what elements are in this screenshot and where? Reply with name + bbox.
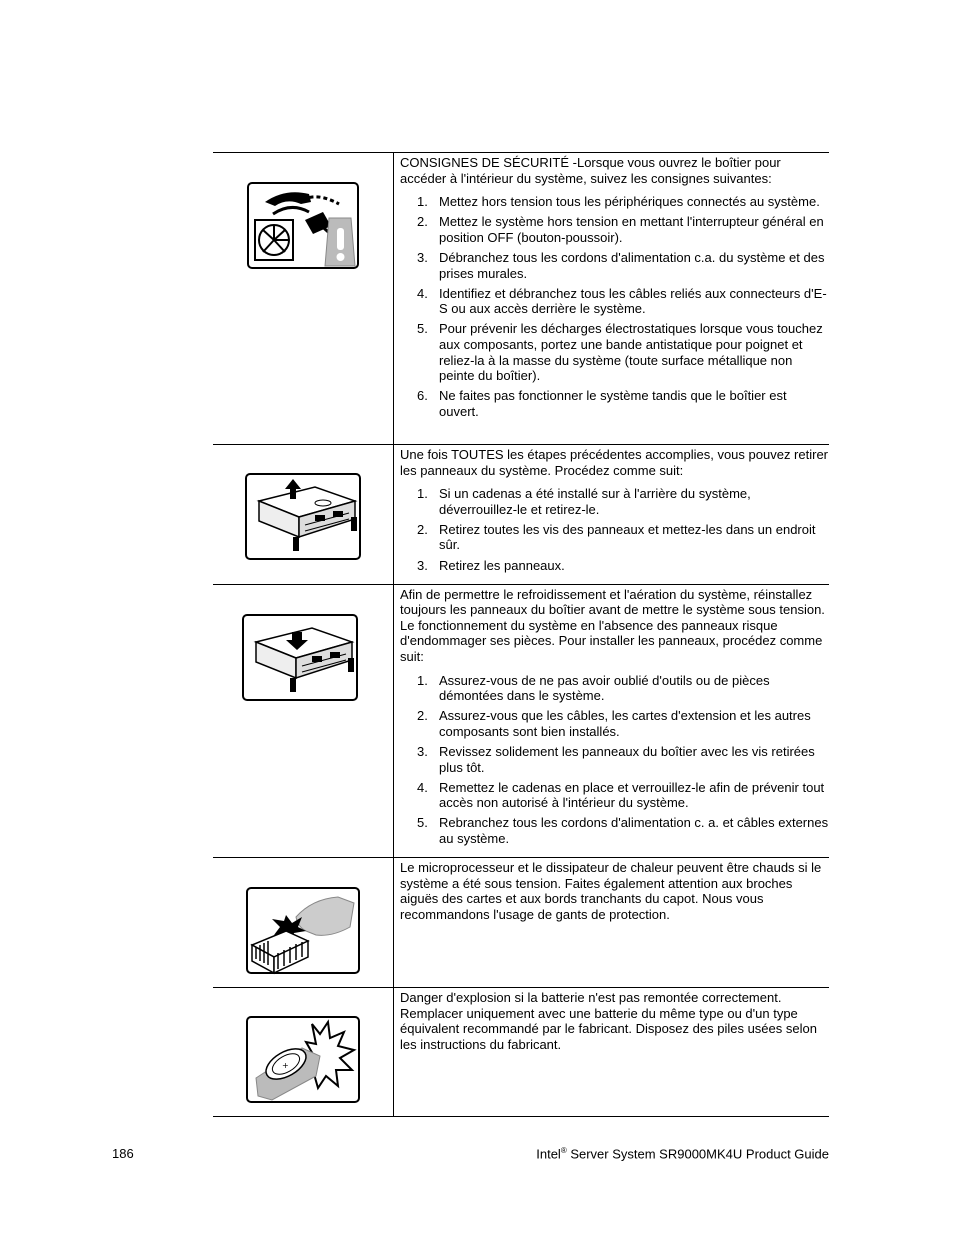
svg-text:+: + xyxy=(282,1061,289,1071)
step-text: Retirez toutes les vis des panneaux et mettez-les dans un endroit sûr. xyxy=(439,521,816,553)
step-text: Rebranchez tous les cordons d'alimentation c. a. et câbles externes au système. xyxy=(439,815,829,846)
list-item xyxy=(400,321,829,383)
list-item xyxy=(400,673,829,704)
step-text: Revissez solidement les panneaux du boîtier avec les vis retirées plus tôt. xyxy=(439,744,815,775)
list-item xyxy=(400,486,829,517)
list-item xyxy=(400,214,829,245)
step-text: Remettez le cadenas en place et verrouillez-le afin de prévenir tout accès non autorisé à l'intérieur du système. xyxy=(439,779,825,811)
step-text: Identifiez et débranchez tous les câbles reliés aux connecteurs d'E-S ou aux accès derrière le système. xyxy=(439,285,827,317)
icon-cell xyxy=(213,988,394,1117)
icon-cell xyxy=(213,858,394,988)
instruction-cell xyxy=(394,858,830,988)
unplug-power-warning-icon xyxy=(247,182,359,270)
icon-cell xyxy=(213,153,394,445)
step-number: 1. xyxy=(417,194,428,210)
row-lead-text: Une fois TOUTES les étapes précédentes accomplies, vous pouvez retirer les panneaux du système. Procédez comme suit: xyxy=(400,447,829,478)
list-item xyxy=(400,194,829,210)
step-text: Mettez hors tension tous les périphériques connectés au système. xyxy=(439,194,820,210)
guide-title-prefix: Intel xyxy=(536,1146,561,1162)
page-number: 186 xyxy=(112,1146,134,1161)
list-item xyxy=(400,780,829,811)
list-item xyxy=(400,250,829,281)
list-item xyxy=(400,522,829,553)
list-item xyxy=(400,708,829,739)
table-row xyxy=(213,584,829,857)
step-text: Ne faites pas fonctionner le système tandis que le boîtier est ouvert. xyxy=(439,388,787,419)
step-number: 4. xyxy=(417,779,428,795)
step-text: Assurez-vous de ne pas avoir oublié d'outils ou de pièces démontées dans le système. xyxy=(439,672,770,704)
guide-title-rest: Server System SR9000MK4U Product Guide xyxy=(566,1146,829,1162)
step-number: 3. xyxy=(417,249,428,265)
list-item xyxy=(400,388,829,419)
step-number: 3. xyxy=(417,557,428,573)
step-number: 5. xyxy=(417,815,428,831)
safety-instructions-table xyxy=(213,152,829,1117)
step-number: 1. xyxy=(417,672,428,688)
remove-cover-icon xyxy=(245,473,361,561)
table-row xyxy=(213,445,829,585)
steps-list xyxy=(400,486,829,573)
step-number: 2. xyxy=(417,708,428,724)
table-row xyxy=(213,153,829,445)
step-number: 6. xyxy=(417,388,428,404)
registered-mark: ® xyxy=(560,1146,567,1155)
instruction-cell xyxy=(394,153,830,445)
step-text: Mettez le système hors tension en mettant l'interrupteur général en position OFF (bouton-poussoir). xyxy=(439,214,824,245)
table-row xyxy=(213,988,829,1117)
icon-cell xyxy=(213,445,394,585)
step-text: Si un cadenas a été installé sur à l'arrière du système, déverrouillez-le et retirez-le. xyxy=(439,486,751,517)
row-lead-text: Danger d'explosion si la batterie n'est pas remontée correctement. Remplacer uniquement avec une batterie du même type ou d'un type équivalent recommandé par le fabricant. Disposez des piles usées selon les instructions du fabricant. xyxy=(400,990,817,1052)
row-lead-text: Afin de permettre le refroidissement et l'aération du système, réinstallez toujours les panneaux du boîtier avant de mettre le système sous tension. Le fonctionnement du système en l'absence des panneaux risque d'endommager ses pièces. Pour installer les panneaux, procédez comme suit: xyxy=(400,586,825,665)
step-number: 3. xyxy=(417,744,428,759)
step-text: Assurez-vous que les câbles, les cartes d'extension et les autres composants sont bien installés. xyxy=(439,708,811,739)
step-text: Pour prévenir les décharges électrostatiques lorsque vous touchez aux composants, portez une bande antistatique pour poignet et reliez-la à la masse du système (toute surface métallique non peinte du boîtier). xyxy=(439,321,823,384)
hot-heatsink-hand-icon xyxy=(246,887,360,975)
row-lead-text: CONSIGNES DE SÉCURITÉ -Lorsque vous ouvrez le boîtier pour accéder à l'intérieur du système, suivez les consignes suivantes: xyxy=(400,155,781,186)
battery-explosion-icon xyxy=(246,1016,360,1104)
list-item xyxy=(400,815,829,846)
instruction-cell xyxy=(394,584,830,857)
step-number: 5. xyxy=(417,321,428,337)
step-text: Retirez les panneaux. xyxy=(439,557,565,573)
steps-list xyxy=(400,673,829,847)
list-item xyxy=(400,286,829,317)
instruction-cell xyxy=(394,988,830,1117)
step-text: Débranchez tous les cordons d'alimentation c.a. du système et des prises murales. xyxy=(439,249,825,281)
step-number: 2. xyxy=(417,214,428,230)
step-number: 4. xyxy=(417,285,428,301)
list-item xyxy=(400,558,829,574)
table-row xyxy=(213,858,829,988)
instruction-cell xyxy=(394,445,830,585)
steps-list xyxy=(400,194,829,419)
row-lead-text: Le microprocesseur et le dissipateur de chaleur peuvent être chauds si le système a été sous tension. Faites également attention aux broches aiguës des cartes et aux bords tranchants du capot. Nous vous recommandons l'usage de gants de protection. xyxy=(400,860,822,922)
step-number: 1. xyxy=(417,486,428,502)
guide-title xyxy=(536,1146,829,1161)
list-item xyxy=(400,744,829,775)
icon-cell xyxy=(213,584,394,857)
install-cover-icon xyxy=(242,614,358,702)
step-number: 2. xyxy=(417,521,428,537)
